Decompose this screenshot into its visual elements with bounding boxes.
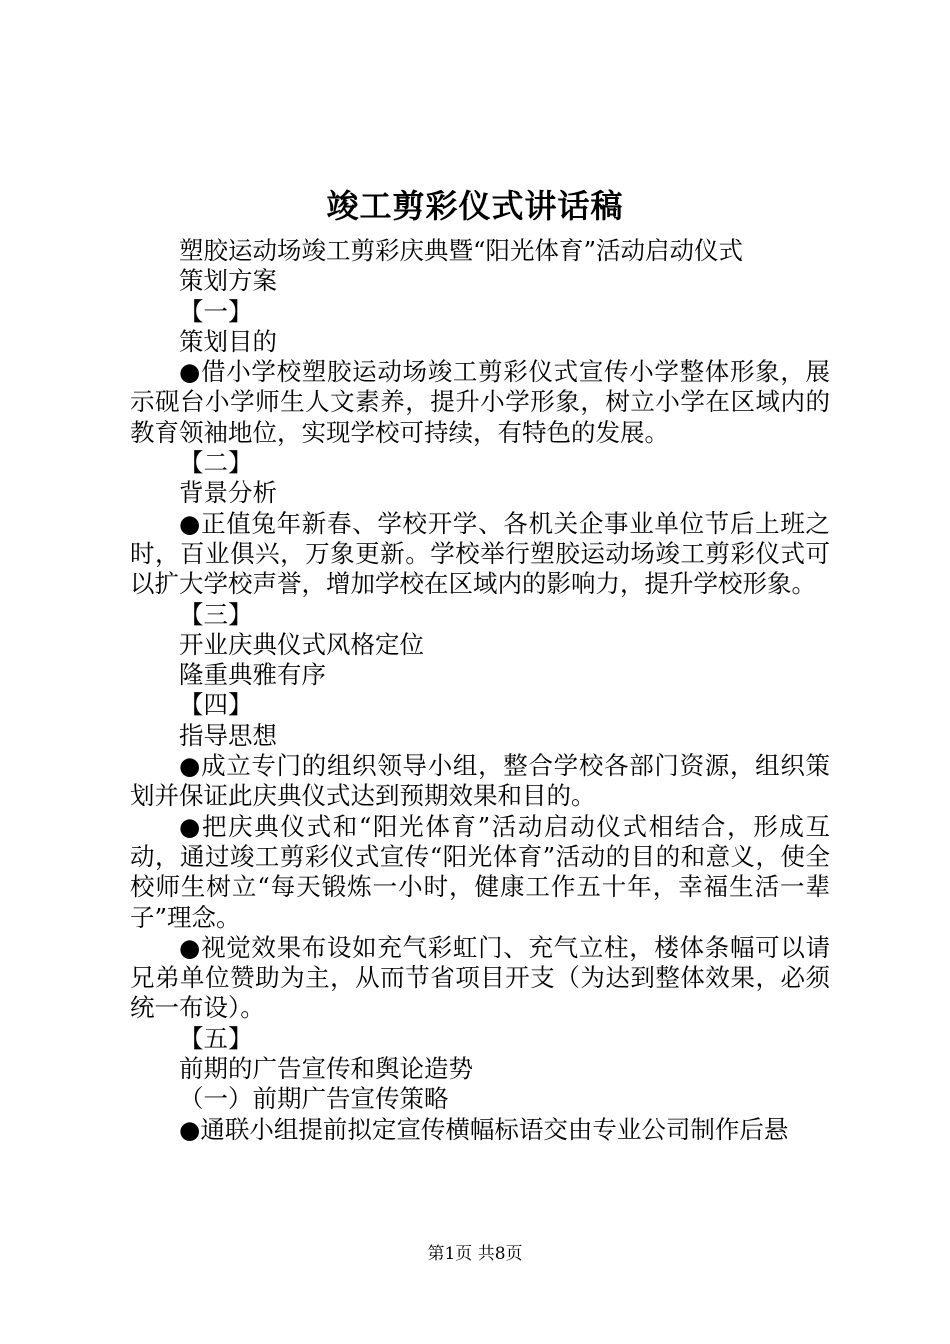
subsection-title-strategy: （一）前期广告宣传策略 [179,1084,449,1114]
paragraph-guidance-2: ●把庆典仪式和“阳光体育”活动启动仪式相结合，形成互动，通过竣工剪彩仪式宣传“阳光体育”活动的目的和意义，使全校师生树立“每天锻炼一小时，健康工作五十年，幸福生活一辈子”理念。 [130,811,830,932]
paragraph-subtitle: 塑胶运动场竣工剪彩庆典暨“阳光体育”活动启动仪式 [179,236,744,265]
section-heading-5: 【五】 [179,1023,253,1053]
paragraph-purpose: ●借小学校塑胶运动场竣工剪彩仪式宣传小学整体形象，展示砚台小学师生人文素养，提升小学形象，树立小学在区域内的教育领袖地位，实现学校可持续，有特色的发展。 [130,357,830,447]
section-title-background: 背景分析 [179,478,277,508]
section-title-publicity: 前期的广告宣传和舆论造势 [179,1054,473,1084]
document-body [130,236,830,1145]
paragraph-plan-label: 策划方案 [179,266,277,296]
section-title-guidance: 指导思想 [179,720,277,750]
section-heading-2: 【二】 [179,448,253,478]
paragraph-guidance-1: ●成立专门的组织领导小组，整合学校各部门资源，组织策划并保证此庆典仪式达到预期效果和目的。 [130,751,830,811]
section-heading-4: 【四】 [179,690,253,720]
section-title-style: 开业庆典仪式风格定位 [179,629,424,659]
paragraph-guidance-3: ●视觉效果布设如充气彩虹门、充气立柱，楼体条幅可以请兄弟单位赞助为主，从而节省项目开支（为达到整体效果，必须统一布设）。 [130,932,830,1023]
paragraph-background: ●正值兔年新春、学校开学、各机关企事业单位节后上班之时，百业俱兴，万象更新。学校举行塑胶运动场竣工剪彩仪式可以扩大学校声誉，增加学校在区域内的影响力，提升学校形象。 [130,508,830,599]
section-title-purpose: 策划目的 [179,326,277,356]
paragraph-strategy: ●通联小组提前拟定宣传横幅标语交由专业公司制作后悬 [179,1114,789,1144]
paragraph-style: 隆重典雅有序 [179,660,326,690]
section-heading-1: 【一】 [179,296,253,326]
document-title: 竣工剪彩仪式讲话稿 [326,187,624,225]
page-indicator: 第1页 共8页 [427,1244,523,1264]
section-heading-3: 【三】 [179,599,253,629]
